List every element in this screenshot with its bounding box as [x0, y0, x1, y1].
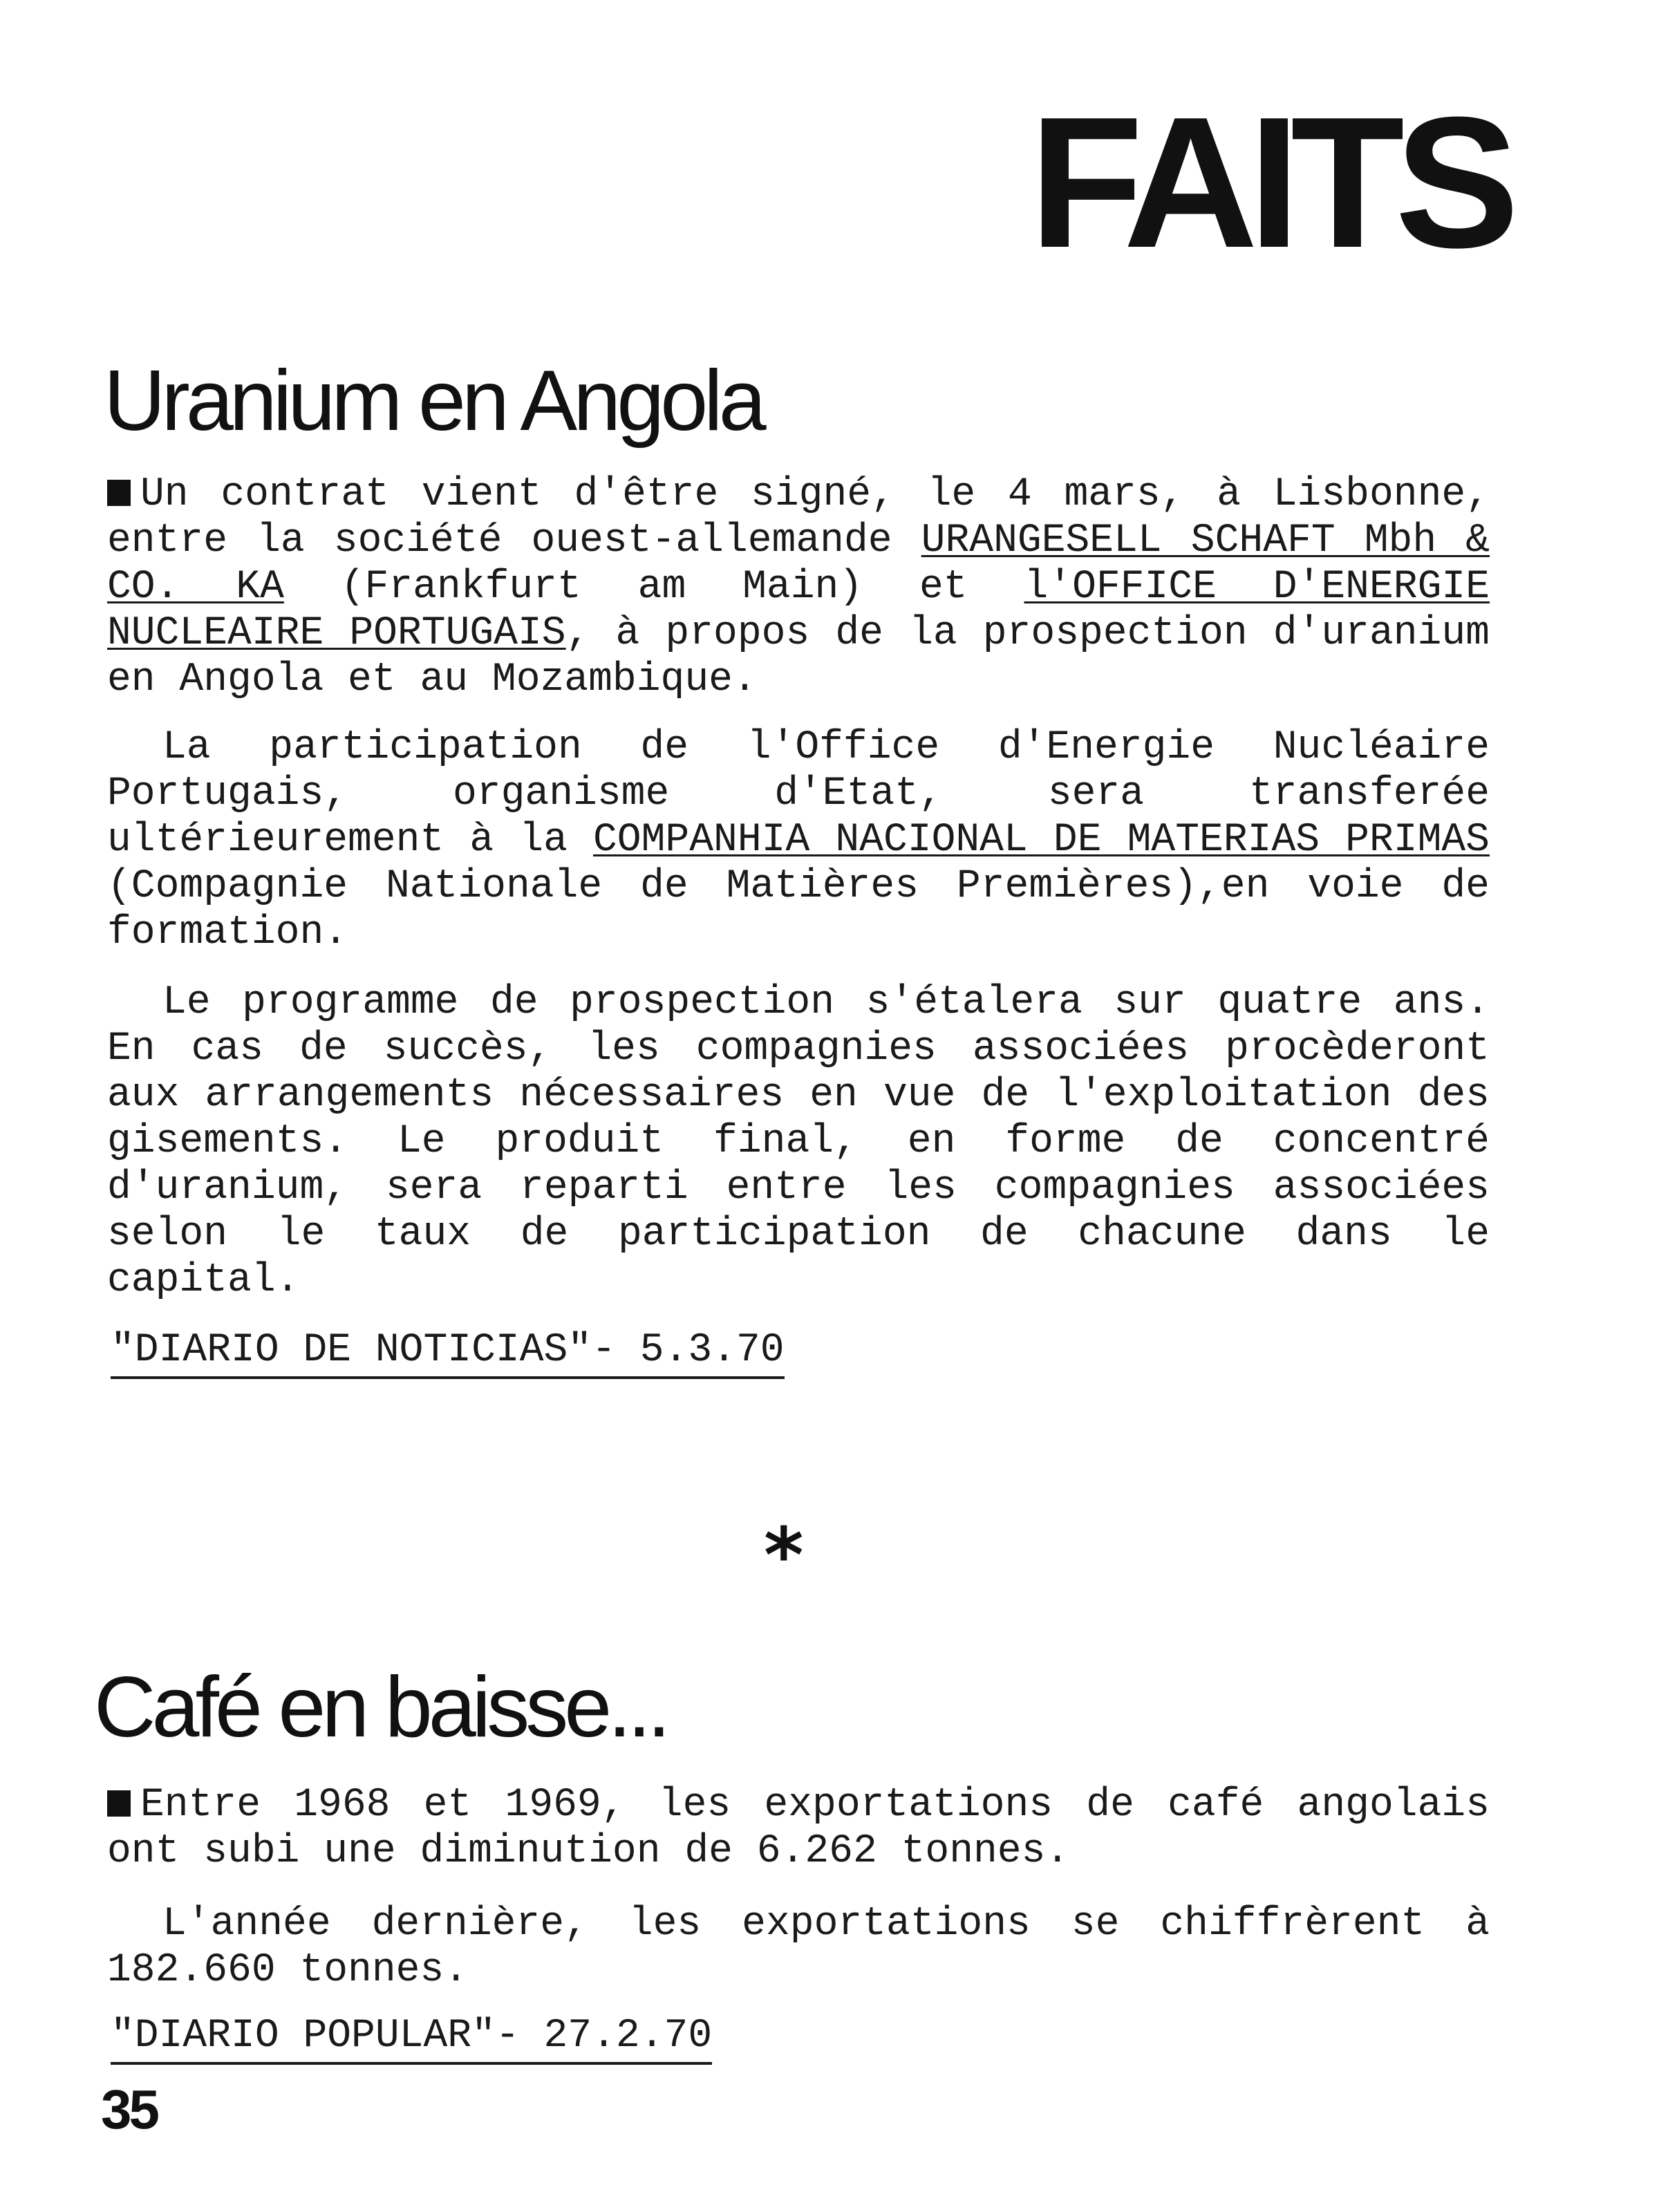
article-heading: Uranium en Angola: [104, 353, 762, 449]
section-title: FAITS: [1029, 79, 1510, 287]
article-paragraph: La participation de l'Office d'Energie Nucléaire Portugais, organisme d'Etat, sera transferée ultérieurement à la COMPANHIA NACIONAL DE MATERIAS PRIMAS (Compagnie Nationale de Matières Premières),en voie de formation.: [107, 725, 1490, 955]
page-number: 35: [101, 2079, 157, 2140]
article-paragraph: Un contrat vient d'être signé, le 4 mars, à Lisbonne, entre la société ouest-allemande URANGESELL SCHAFT Mbh & CO. KA (Frankfurt am Main) et l'OFFICE D'ENERGIE NUCLEAIRE PORTUGAIS, à propos de la prospection d'uranium en Angola et au Mozambique.: [107, 472, 1490, 702]
org-name: l'OFFICE D'ENERGIE NUCLEAIRE PORTUGAIS: [107, 565, 1490, 656]
article-paragraph: Le programme de prospection s'étalera sur quatre ans. En cas de succès, les compagnies associées procèderont aux arrangements nécessaires en vue de l'exploitation des gisements. Le produit final, en forme de concentré d'uranium, sera reparti entre les compagnies associées selon le taux de participation de chacune dans le capital.: [107, 980, 1490, 1303]
article-heading: Café en baisse...: [94, 1660, 667, 1755]
article-paragraph: L'année dernière, les exportations se chiffrèrent à 182.660 tonnes.: [107, 1902, 1490, 1993]
source-citation: "DIARIO POPULAR"- 27.2.70: [111, 2013, 712, 2065]
separator-asterisk: *: [764, 1511, 804, 1600]
org-name: URANGESELL SCHAFT Mbh & CO. KA: [107, 518, 1490, 610]
org-name: COMPANHIA NACIONAL DE MATERIAS PRIMAS: [593, 818, 1490, 863]
source-citation: "DIARIO DE NOTICIAS"- 5.3.70: [111, 1327, 785, 1379]
bullet-icon: [107, 1790, 131, 1817]
article-paragraph: Entre 1968 et 1969, les exportations de café angolais ont subi une diminution de 6.262 tonnes.: [107, 1783, 1490, 1874]
bullet-icon: [107, 480, 131, 506]
